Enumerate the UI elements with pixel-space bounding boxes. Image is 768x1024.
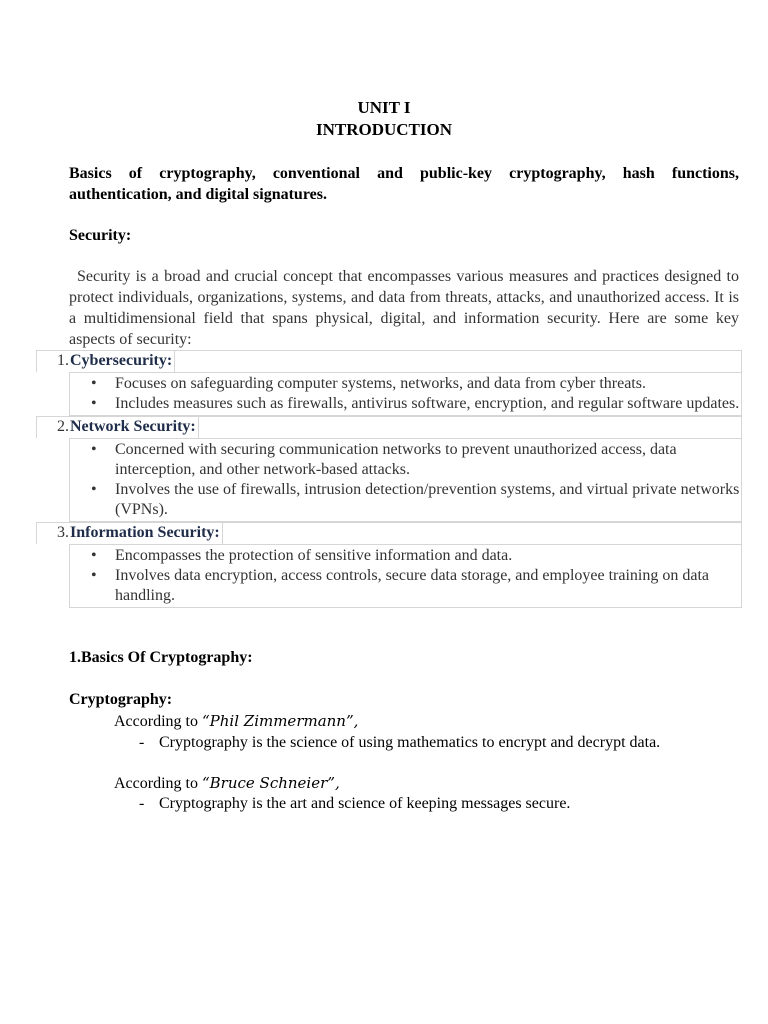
list-item xyxy=(91,546,741,566)
list-item xyxy=(91,394,741,414)
aspect-number: 1. xyxy=(57,352,69,369)
aspect-points xyxy=(69,438,742,522)
list-item xyxy=(91,566,741,606)
bullet-icon: • xyxy=(91,481,97,498)
definition-text: Cryptography is the science of using mathematics to encrypt and decrypt data. xyxy=(159,734,661,751)
dash-icon: - xyxy=(139,795,145,812)
definition-attribution xyxy=(114,711,358,732)
point-text: Encompasses the protection of sensitive information and data. xyxy=(115,547,513,564)
bullet-icon: • xyxy=(91,375,97,392)
unit-title: UNIT I xyxy=(357,98,411,117)
definition-text: Cryptography is the art and science of keeping messages secure. xyxy=(159,795,571,812)
definition-prefix: According to xyxy=(114,713,198,730)
security-intro-text: Security is a broad and crucial concept that encompasses various measures and practices designed to protect individuals, organizations, systems, and data from threats, attacks, and unauthorized access. It is a multidimensional field that spans physical, digital, and information security. Here are some key aspects of security: xyxy=(69,268,739,348)
security-intro xyxy=(69,266,739,350)
aspect-header xyxy=(36,350,742,372)
point-text: Involves the use of firewalls, intrusion detection/prevention systems, and virtual private networks (VPNs). xyxy=(115,481,740,518)
bullet-icon: • xyxy=(91,547,97,564)
aspect-header xyxy=(36,416,742,438)
definition-prefix: According to xyxy=(114,775,198,792)
definition-author: “Bruce Schneier”, xyxy=(201,774,340,792)
bullet-icon: • xyxy=(91,567,97,584)
aspect-number: 2. xyxy=(57,418,69,435)
aspect-number: 3. xyxy=(57,524,69,541)
security-heading: Security: xyxy=(69,227,132,244)
point-text: Involves data encryption, access controls, secure data storage, and employee training on data handling. xyxy=(115,567,709,604)
list-item xyxy=(91,440,741,480)
aspect-title: Cybersecurity: xyxy=(70,351,175,372)
aspect-title: Information Security: xyxy=(70,523,223,544)
syllabus-text: Basics of cryptography, conventional and public-key cryptography, hash functions, authentication, and digital signatures. xyxy=(69,165,739,203)
bullet-icon: • xyxy=(91,395,97,412)
definition-author: “Phil Zimmermann”, xyxy=(201,712,359,730)
basics-heading: 1.Basics Of Cryptography: xyxy=(69,649,253,666)
cryptography-heading: Cryptography: xyxy=(69,691,173,708)
point-text: Concerned with securing communication networks to prevent unauthorized access, data interception, and other network-based attacks. xyxy=(115,441,677,478)
list-item xyxy=(91,480,741,520)
aspect-points xyxy=(69,544,742,608)
definition-attribution xyxy=(114,773,340,794)
point-text: Focuses on safeguarding computer systems, networks, and data from cyber threats. xyxy=(115,375,646,392)
security-aspects-list xyxy=(36,350,742,608)
aspect-points xyxy=(69,372,742,416)
list-item xyxy=(91,374,741,394)
page-heading: INTRODUCTION xyxy=(315,120,453,139)
aspect-title: Network Security: xyxy=(70,417,199,438)
bullet-icon: • xyxy=(91,441,97,458)
point-text: Includes measures such as firewalls, antivirus software, encryption, and regular software updates. xyxy=(115,395,740,412)
aspect-header xyxy=(36,522,742,544)
dash-icon: - xyxy=(139,734,145,751)
